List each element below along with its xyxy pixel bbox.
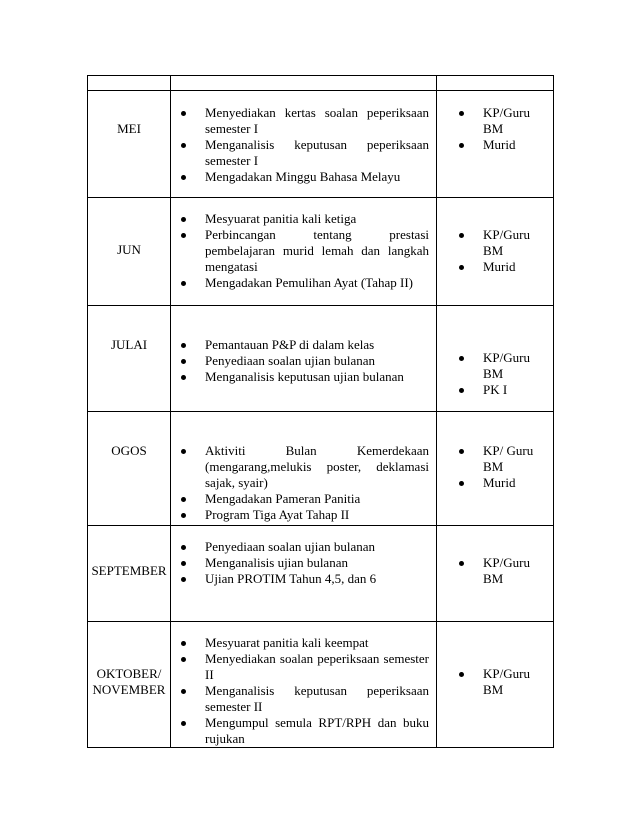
list-item: Murid xyxy=(483,475,549,491)
list-item: Mengadakan Pameran Panitia xyxy=(205,491,429,507)
activity-list xyxy=(171,635,436,747)
list-item: KP/Guru BM xyxy=(483,666,549,698)
list-item: Mengadakan Pemulihan Ayat (Tahap II) xyxy=(205,275,429,291)
activity-list xyxy=(171,443,436,523)
table-header-row xyxy=(88,76,554,91)
table-row xyxy=(88,198,554,306)
pic-list xyxy=(437,350,553,398)
activity-list xyxy=(171,105,436,185)
list-item: Menyediakan kertas soalan peperiksaan semester I xyxy=(205,105,429,136)
month-cell xyxy=(88,306,171,412)
pic-cell xyxy=(437,198,554,306)
month-label: OKTOBER/ NOVEMBER xyxy=(92,666,166,697)
month-cell xyxy=(88,91,171,198)
month-cell xyxy=(88,412,171,526)
activity-list xyxy=(171,539,436,587)
activities-cell xyxy=(171,412,437,526)
list-item: Ujian PROTIM Tahun 4,5, dan 6 xyxy=(205,571,429,587)
header-cell-pic xyxy=(437,76,554,91)
month-label: MEI xyxy=(117,121,141,136)
list-item: Mesyuarat panitia kali keempat xyxy=(205,635,429,651)
activities-cell xyxy=(171,198,437,306)
list-item: Menganalisis ujian bulanan xyxy=(205,555,429,571)
list-item: Pemantauan P&P di dalam kelas xyxy=(205,337,429,353)
activities-cell xyxy=(171,622,437,748)
list-item: Mengadakan Minggu Bahasa Melayu xyxy=(205,169,429,185)
list-item: KP/Guru BM xyxy=(483,105,549,137)
pic-cell xyxy=(437,91,554,198)
header-cell-month xyxy=(88,76,171,91)
pic-list xyxy=(437,227,553,275)
pic-cell xyxy=(437,622,554,748)
list-item: PK I xyxy=(483,382,549,398)
pic-cell xyxy=(437,412,554,526)
list-item: KP/Guru BM xyxy=(483,350,549,382)
list-item: KP/Guru BM xyxy=(483,555,549,587)
pic-cell xyxy=(437,526,554,622)
month-label: SEPTEMBER xyxy=(91,563,167,578)
list-item: Menganalisis keputusan ujian bulanan xyxy=(205,369,429,385)
header-cell-activity xyxy=(171,76,437,91)
pic-list xyxy=(437,666,553,698)
list-item: Penyediaan soalan ujian bulanan xyxy=(205,353,429,369)
list-item: Murid xyxy=(483,137,549,153)
list-item: Menganalisis keputusan peperiksaan semester I xyxy=(205,137,429,168)
activities-cell xyxy=(171,91,437,198)
activities-cell xyxy=(171,526,437,622)
month-cell xyxy=(88,526,171,622)
list-item: Penyediaan soalan ujian bulanan xyxy=(205,539,429,555)
table-row xyxy=(88,412,554,526)
list-item: Perbincangan tentang prestasi pembelajaran murid lemah dan langkah mengatasi xyxy=(205,227,429,274)
list-item: Program Tiga Ayat Tahap II xyxy=(205,507,429,523)
pic-cell xyxy=(437,306,554,412)
list-item: KP/ Guru BM xyxy=(483,443,549,475)
pic-list xyxy=(437,443,553,491)
list-item: Mesyuarat panitia kali ketiga xyxy=(205,211,429,227)
list-item: Aktiviti Bulan Kemerdekaan (mengarang,melukis poster, deklamasi sajak, syair) xyxy=(205,443,429,490)
table-row xyxy=(88,306,554,412)
activities-cell xyxy=(171,306,437,412)
pic-list xyxy=(437,105,553,153)
list-item: Murid xyxy=(483,259,549,275)
activity-plan-table xyxy=(87,75,554,748)
list-item: KP/Guru BM xyxy=(483,227,549,259)
month-cell xyxy=(88,198,171,306)
list-item: Menganalisis keputusan peperiksaan semester II xyxy=(205,683,429,714)
month-cell xyxy=(88,622,171,748)
list-item: Menyediakan soalan peperiksaan semester II xyxy=(205,651,429,682)
month-label: OGOS xyxy=(111,443,147,458)
pic-list xyxy=(437,555,553,587)
table-row xyxy=(88,526,554,622)
activity-list xyxy=(171,337,436,385)
month-label: JUN xyxy=(117,242,141,257)
activity-list xyxy=(171,211,436,291)
list-item: Mengumpul semula RPT/RPH dan buku rujukan xyxy=(205,715,429,746)
table-row xyxy=(88,91,554,198)
table-row xyxy=(88,622,554,748)
month-label: JULAI xyxy=(110,337,148,352)
